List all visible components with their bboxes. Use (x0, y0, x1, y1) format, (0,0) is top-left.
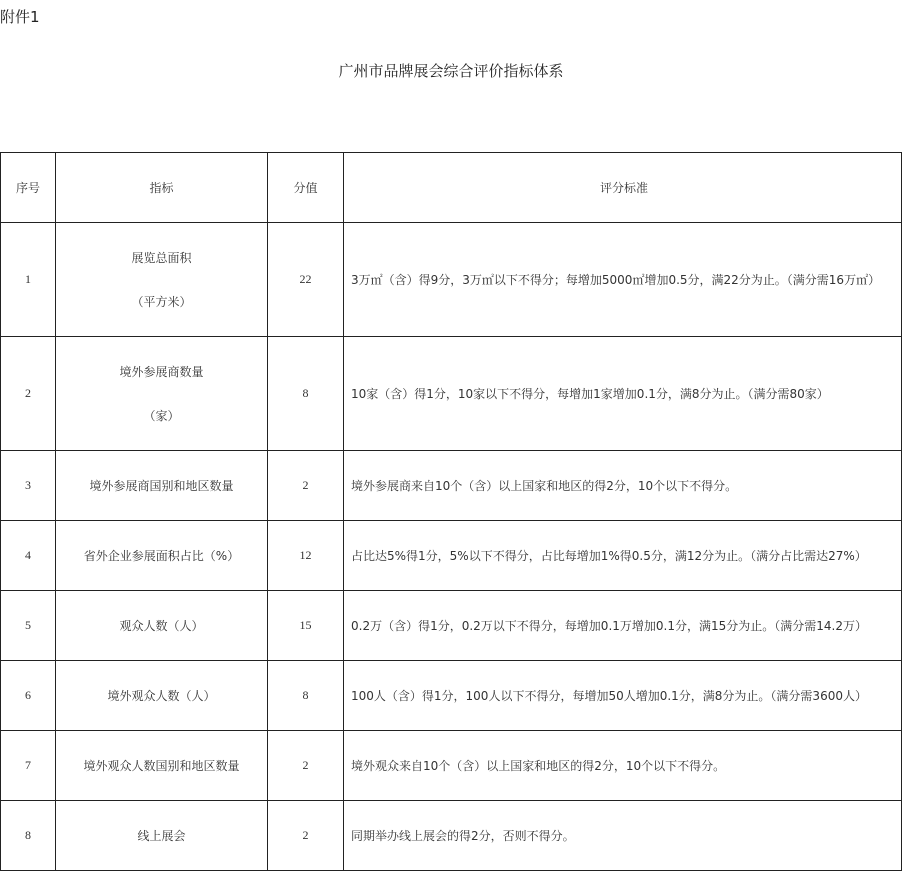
row-indicator (56, 223, 268, 337)
standard-text: 3万㎡（含）得9分，3万㎡以下不得分；每增加5000㎡增加0.5分，满22分为止。（满分需16万㎡） (351, 272, 881, 287)
row-score (268, 521, 344, 591)
row-indicator (56, 521, 268, 591)
standard-text: 0.2万（含）得1分，0.2万以下不得分，每增加0.1万增加0.1分，满15分为止。（满分需14.2万） (351, 618, 867, 633)
indicator-name: 展览总面积 (131, 250, 192, 265)
row-score (268, 801, 344, 871)
table-row (1, 591, 902, 661)
indicator-unit: （家） (143, 408, 180, 423)
header-seq: 序号 (1, 153, 56, 223)
standard-text: 占比达5%得1分，5%以下不得分，占比每增加1%得0.5分，满12分为止。（满分占比需达27%） (351, 548, 867, 563)
page-title: 广州市品牌展会综合评价指标体系 (338, 62, 564, 80)
header-indicator: 指标 (56, 153, 268, 223)
seq-number: 3 (25, 478, 31, 492)
row-indicator (56, 731, 268, 801)
indicator-name: 观众人数（人） (119, 619, 204, 633)
row-seq (1, 521, 56, 591)
table-row (1, 337, 902, 451)
indicator-unit: （平方米） (131, 294, 192, 309)
row-seq (1, 223, 56, 337)
row-standard (344, 521, 902, 591)
row-score (268, 223, 344, 337)
header-standard: 评分标准 (344, 153, 902, 223)
score-value: 15 (299, 618, 312, 632)
row-standard (344, 451, 902, 521)
row-standard (344, 223, 902, 337)
score-value: 2 (302, 478, 309, 492)
row-score (268, 661, 344, 731)
indicator-name: 境外参展商数量 (119, 364, 204, 379)
indicator-name: 境外观众人数国别和地区数量 (83, 759, 240, 773)
table-row (1, 801, 902, 871)
row-indicator (56, 591, 268, 661)
attachment-label: 附件1 (0, 8, 40, 26)
score-value: 22 (299, 272, 312, 286)
header-score: 分值 (268, 153, 344, 223)
row-score (268, 591, 344, 661)
row-indicator (56, 801, 268, 871)
row-indicator (56, 337, 268, 451)
standard-text: 境外观众来自10个（含）以上国家和地区的得2分，10个以下不得分。 (351, 758, 726, 773)
standard-text: 10家（含）得1分，10家以下不得分，每增加1家增加0.1分，满8分为止。（满分需80家） (351, 386, 829, 401)
row-seq (1, 591, 56, 661)
row-seq (1, 661, 56, 731)
score-value: 2 (302, 828, 309, 842)
table-row (1, 521, 902, 591)
table-row (1, 451, 902, 521)
table-row (1, 223, 902, 337)
standard-text: 境外参展商来自10个（含）以上国家和地区的得2分，10个以下不得分。 (351, 478, 738, 493)
seq-number: 8 (25, 828, 31, 842)
score-value: 12 (299, 548, 312, 562)
seq-number: 4 (25, 548, 31, 562)
row-seq (1, 731, 56, 801)
table-row (1, 661, 902, 731)
row-standard (344, 591, 902, 661)
seq-number: 6 (25, 688, 31, 702)
row-seq (1, 337, 56, 451)
standard-text: 100人（含）得1分，100人以下不得分，每增加50人增加0.1分，满8分为止。（满分需3600人） (351, 688, 867, 703)
seq-number: 7 (25, 758, 31, 772)
row-seq (1, 451, 56, 521)
seq-number: 5 (25, 618, 31, 632)
row-score (268, 337, 344, 451)
indicator-name: 境外观众人数（人） (107, 689, 216, 703)
score-value: 2 (302, 758, 309, 772)
row-standard (344, 801, 902, 871)
table-row (1, 731, 902, 801)
indicator-name: 省外企业参展面积占比（%） (83, 549, 240, 563)
seq-number: 2 (25, 386, 31, 400)
row-standard (344, 731, 902, 801)
score-value: 8 (302, 386, 309, 400)
indicator-name: 线上展会 (137, 829, 186, 843)
row-standard (344, 337, 902, 451)
standard-text: 同期举办线上展会的得2分，否则不得分。 (351, 828, 575, 843)
table-header-row (1, 153, 902, 223)
evaluation-criteria-table (0, 152, 902, 871)
indicator-name: 境外参展商国别和地区数量 (89, 479, 234, 493)
row-seq (1, 801, 56, 871)
row-standard (344, 661, 902, 731)
score-value: 8 (302, 688, 309, 702)
row-indicator (56, 451, 268, 521)
row-score (268, 451, 344, 521)
row-indicator (56, 661, 268, 731)
seq-number: 1 (25, 272, 31, 286)
row-score (268, 731, 344, 801)
